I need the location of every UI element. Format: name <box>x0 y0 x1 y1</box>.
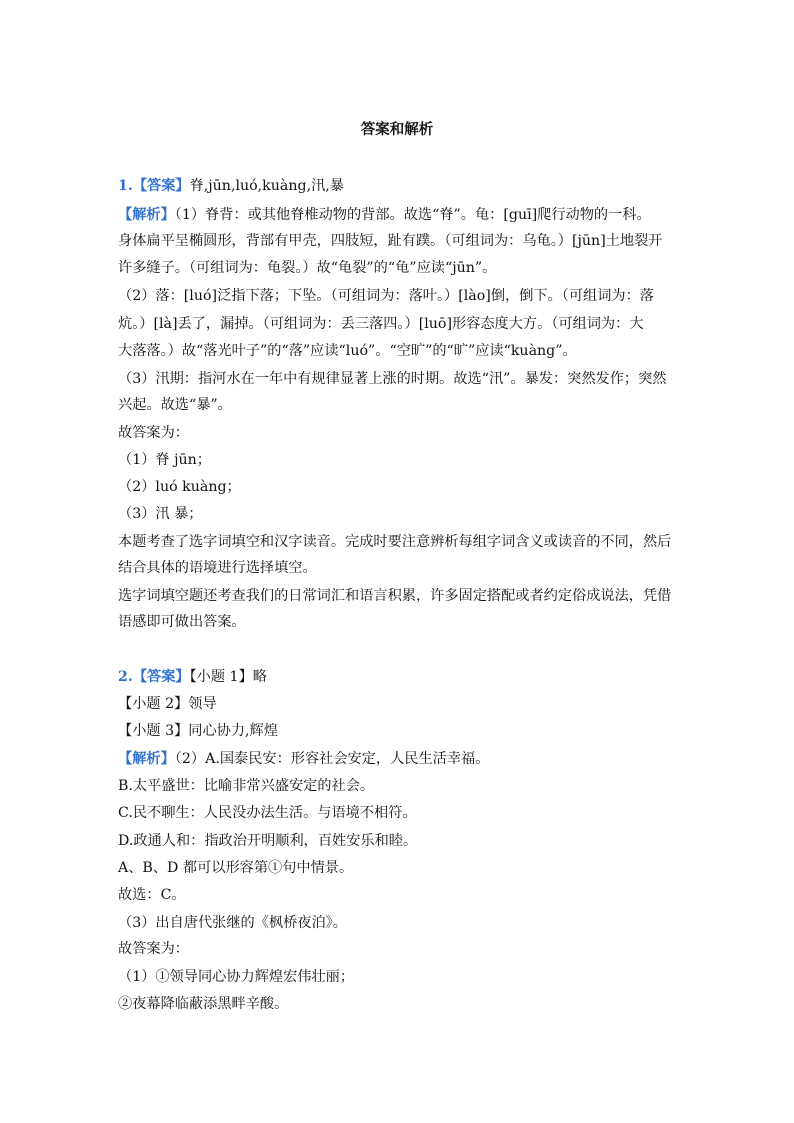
q2-line: B.太平盛世：比喻非常兴盛安定的社会。 <box>118 778 375 794</box>
q2-analysis-text: （2）A.国泰民安：形容社会安定，人民生活幸福。 <box>174 751 490 767</box>
q2-line: 故答案为： <box>118 941 189 957</box>
q2-analysis-tag: 【解析】 <box>118 751 175 767</box>
q1-line: 炕。）[là]丢了，漏掉。（可组词为：丢三落四。）[luō]形容态度大方。（可组词为：大 <box>118 316 644 332</box>
q2-analysis-line <box>118 749 688 769</box>
q1-line: 选字词填空题还考查我们的日常词汇和语言积累，许多固定搭配或者约定俗成说法，凭借 <box>118 588 672 604</box>
q2-line: D.政通人和：指政治开明顺利，百姓安乐和睦。 <box>118 833 418 849</box>
q1-line: 许多缝子。（可组词为：龟裂。）故“龟裂”的“龟”应读“jūn”。 <box>118 260 497 276</box>
page-title: 答案和解析 <box>360 122 434 138</box>
q2-line: （3）出自唐代张继的《枫桥夜泊》。 <box>118 915 347 931</box>
q2-line: A、B、D 都可以形容第①句中情景。 <box>118 860 354 876</box>
q2-line: 故选：C。 <box>118 887 186 903</box>
q2-answer-line <box>118 667 688 687</box>
q1-analysis-text: （1）脊背：或其他脊椎动物的背部。故选“脊”。龟：[guī]爬行动物的一科。 <box>174 207 651 223</box>
q1-answer-tag: 【答案】 <box>132 178 190 194</box>
q1-line: 兴起。故选“暴”。 <box>118 397 232 413</box>
q1-answer-line <box>118 176 688 196</box>
q1-line: 本题考查了选字词填空和汉字读音。完成时要注意辨析每组字词含义或读音的不同，然后 <box>118 534 672 550</box>
q1-line: 语感即可做出答案。 <box>118 614 246 630</box>
q1-line: （2）落：[luó]泛指下落；下坠。（可组词为：落叶。）[lào]倒，倒下。（可组词为：落 <box>118 288 654 304</box>
q2-line: ②夜幕降临蔽添黑畔辛酸。 <box>118 996 289 1012</box>
q2-number: 2. <box>118 669 133 685</box>
q1-line: （3）汛 暴； <box>118 506 203 522</box>
q1-line: （2）luó kuàng； <box>118 479 241 495</box>
q2-answer-tag: 【答案】 <box>132 669 190 685</box>
q1-line: 大落落。）故“落光叶子”的“落”应读“luó”。“空旷”的“旷”应读“kuàng”。 <box>118 343 577 359</box>
q1-line: 结合具体的语境进行选择填空。 <box>118 560 317 576</box>
q1-analysis-tag: 【解析】 <box>118 207 175 223</box>
q2-subquestion-2: 【小题 2】领导 <box>118 696 217 712</box>
q1-answer-text: 脊,jūn,luó,kuàng,汛,暴 <box>189 178 344 194</box>
q2-line: （1）①领导同心协力辉煌宏伟壮丽； <box>118 969 355 985</box>
q2-answer-text: 【小题 1】略 <box>189 669 267 685</box>
q2-subquestion-3: 【小题 3】同心协力,辉煌 <box>118 723 278 739</box>
q1-analysis-line <box>118 205 688 225</box>
q1-line: （1）脊 jūn； <box>118 452 211 468</box>
q2-line: C.民不聊生：人民没办法生活。与语境不相符。 <box>118 805 417 821</box>
q1-line: 故答案为： <box>118 425 189 441</box>
q1-line: （3）汛期：指河水在一年中有规律显著上涨的时期。故选“汛”。暴发：突然发作；突然 <box>118 371 667 387</box>
q1-line: 身体扁平呈椭圆形，背部有甲壳，四肢短，趾有蹼。（可组词为：乌龟。）[jūn]土地裂开 <box>118 233 663 249</box>
q1-number: 1. <box>118 178 133 194</box>
